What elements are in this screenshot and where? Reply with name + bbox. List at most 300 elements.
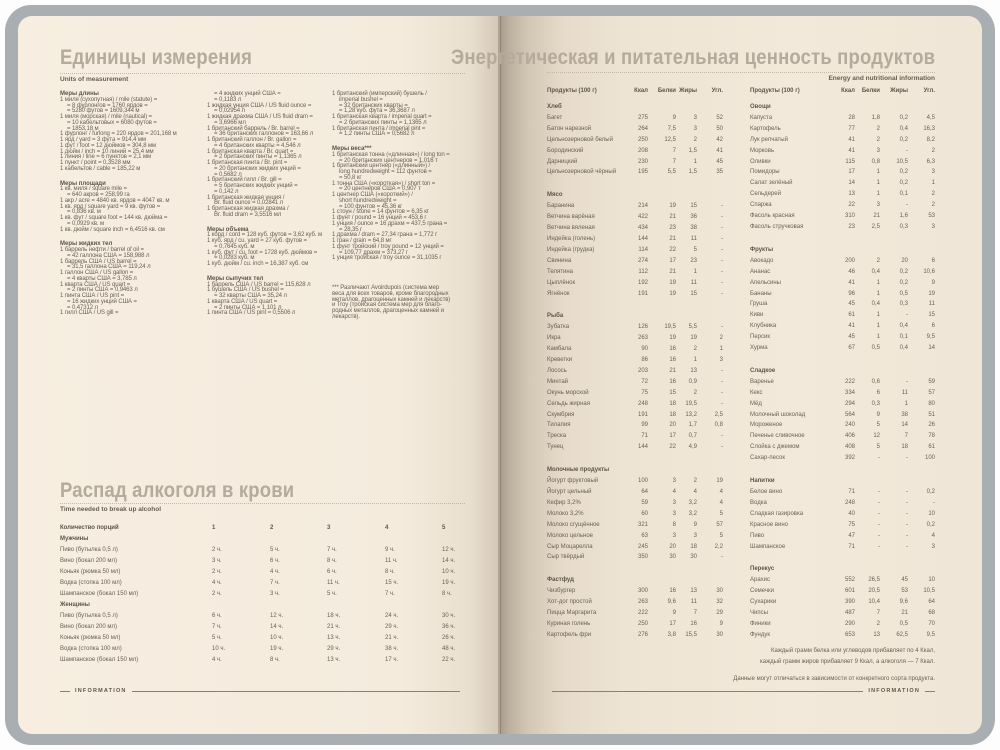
food-label: Чизбургер — [547, 588, 576, 595]
fat-value: - — [906, 312, 908, 319]
fat-value: 1,5 — [688, 147, 697, 154]
food-label: Финики — [750, 620, 771, 627]
nutrition-table-row — [750, 343, 935, 354]
food-label: Варенье — [750, 378, 774, 385]
nutrition-table-row — [547, 157, 723, 168]
protein-value: 16 — [669, 346, 676, 353]
protein-value: 16 — [669, 588, 676, 595]
nutrition-table-row — [547, 124, 723, 135]
units-entry-line: Br. fluid ounce = 0,02841 л — [214, 200, 284, 207]
carbs-value: 10 — [928, 577, 935, 584]
units-entry-line: long hundredweight = 112 фунтов = — [339, 169, 432, 175]
fat-value: 13,2 — [685, 411, 697, 418]
units-entry-line: 1 британская жидкая драхма / — [207, 206, 289, 212]
carbs-value: 2 — [931, 191, 935, 198]
fat-value: 0,4 — [899, 125, 908, 132]
fat-value: 15 — [690, 203, 697, 210]
protein-value: 1 — [876, 334, 880, 341]
carbs-value: 11 — [928, 301, 935, 308]
kcal-value: 208 — [637, 147, 648, 154]
food-label: Сельдь жирная — [547, 400, 590, 407]
hours-value: 17 ч. — [385, 657, 399, 663]
kcal-value: 22 — [848, 202, 855, 209]
nutrition-section-heading: Сладкое — [750, 367, 776, 374]
food-label: Сельдерей — [750, 191, 781, 198]
nutrition-section-heading: Напитки — [750, 478, 775, 485]
protein-value: 21 — [669, 235, 676, 242]
alcohol-col-portions: Количество порций — [60, 525, 119, 531]
carbs-value: 2,2 — [714, 543, 723, 550]
protein-value: 30 — [669, 554, 676, 561]
protein-value: 26,5 — [868, 577, 880, 584]
hours-value: 48 ч. — [442, 646, 456, 652]
protein-value: 9 — [672, 114, 676, 121]
units-entry-line: = 0,02954 л — [214, 108, 245, 115]
kcal-value: 41 — [848, 136, 855, 143]
food-label: Слойка с джемом — [750, 444, 800, 451]
hours-value: 11 ч. — [385, 558, 398, 564]
kcal-value: 40 — [848, 510, 855, 517]
kcal-value: 564 — [844, 411, 855, 418]
nutrition-table-row — [750, 619, 935, 630]
hours-value: 10 ч. — [212, 646, 226, 652]
nutrition-table-row — [547, 256, 723, 267]
carbs-value: 26 — [928, 422, 935, 429]
col-products: Продукты (100 г) — [750, 88, 800, 94]
food-label: Сухарики — [750, 599, 777, 606]
food-label: Белое вино — [750, 489, 783, 495]
hours-value: 3 ч. — [270, 591, 280, 597]
nutrition-table-row — [547, 476, 723, 487]
carbs-value: 32 — [716, 599, 723, 606]
hours-value: 6 ч. — [270, 558, 280, 564]
fat-value: 13 — [690, 367, 697, 374]
food-label: Индейка (грудка) — [547, 246, 595, 253]
hours-value: 8 ч. — [385, 569, 395, 575]
fat-value: 2 — [693, 136, 697, 143]
units-entry-line: 1 стоун / stone = 14 фунтов = 6,35 кг — [332, 209, 429, 216]
hours-value: 6 ч. — [212, 613, 222, 619]
alcohol-title: Распад алкоголя в крови — [60, 479, 295, 502]
hours-value: 2 ч. — [212, 591, 222, 597]
fat-value: 15,5 — [685, 631, 697, 638]
fat-value: 30 — [690, 554, 697, 561]
carbs-value: - — [721, 389, 723, 396]
kcal-value: 195 — [637, 169, 648, 176]
carbs-value: 10,5 — [923, 588, 935, 595]
kcal-value: 350 — [637, 554, 648, 561]
carbs-value: 1 — [931, 180, 935, 187]
fat-value: 14 — [901, 422, 908, 429]
protein-value: 21 — [669, 367, 676, 374]
fat-value: 19,5 — [685, 400, 697, 407]
units-entry-line: 1 тонна США («короткая») / short ton = — [332, 180, 436, 187]
carbs-value: 3 — [931, 543, 935, 550]
protein-value: 2 — [876, 257, 880, 264]
nutrition-table-row — [547, 388, 723, 399]
units-entry-line: = 20 британских жидких унций = — [214, 165, 301, 172]
units-entry-line: 1 кварта США / US quart = — [207, 298, 278, 305]
food-label: Салат зелёный — [750, 180, 793, 187]
nutrition-table-row — [750, 167, 935, 178]
protein-value: - — [878, 532, 880, 539]
fat-value: 3,2 — [688, 510, 697, 517]
protein-value: 7 — [672, 147, 676, 154]
protein-value: 2 — [876, 125, 880, 132]
nutrition-table-row — [750, 135, 935, 146]
carbs-value: - — [721, 279, 723, 286]
nutrition-table-row — [547, 223, 723, 234]
protein-value: 22 — [669, 246, 676, 253]
units-entry-line: 1 баррель США / US barrel = 115,628 л — [207, 281, 311, 288]
carbs-value: 80 — [928, 400, 935, 407]
protein-value: 3 — [876, 147, 880, 154]
nutrition-section — [750, 245, 935, 354]
kcal-value: 126 — [637, 324, 648, 331]
hours-value: 7 ч. — [212, 624, 222, 630]
nutrition-table-row — [547, 201, 723, 212]
units-entry-line: = 1853,18 м — [67, 125, 99, 132]
nutrition-table-row — [750, 630, 935, 641]
units-entry-line: 1 кв. фут / square foot = 144 кв. дюйма = — [60, 215, 168, 221]
protein-value: 2 — [876, 136, 880, 143]
nutrition-table-row — [547, 278, 723, 289]
kcal-value: 59 — [641, 499, 648, 506]
nutrition-table-row — [547, 366, 723, 377]
nutrition-table-row — [547, 344, 723, 355]
units-entry-line: 1 фунт тройский / troy pound = 12 унций = — [332, 243, 444, 250]
units-entry-line: = 2 британских пинты = 1,1365 л — [339, 119, 427, 126]
carbs-value: 30 — [716, 631, 723, 638]
carbs-value: 45 — [716, 158, 723, 165]
hours-value: 29 ч. — [385, 624, 399, 630]
food-label: Баранина — [547, 203, 575, 210]
food-label: Молочный шоколад — [750, 411, 806, 418]
carbs-value: 5 — [719, 532, 723, 539]
nutrition-section-heading: Рыба — [547, 313, 564, 320]
units-entry-line: 1 жидкая драхма США / US fluid dram = — [207, 114, 313, 120]
kcal-value: 61 — [848, 312, 855, 319]
nutrition-table-row — [750, 157, 935, 168]
protein-value: 0,4 — [871, 301, 880, 308]
food-label: Ветчина варёная — [547, 214, 595, 221]
carbs-value: 3 — [931, 223, 935, 230]
alcohol-table — [60, 523, 465, 666]
kcal-value: 41 — [848, 147, 855, 154]
kcal-value: 275 — [637, 114, 648, 121]
hours-value: 9 ч. — [385, 547, 395, 553]
fat-value: 45 — [901, 577, 908, 584]
carbs-value: 2 — [931, 147, 935, 154]
units-entry-line: 1 унция / ounce = 16 драхм = 437,5 грана = — [332, 220, 448, 227]
units-entry-line: 1 центнер США («короткий») / — [332, 192, 413, 198]
protein-value: 17 — [669, 433, 676, 440]
hours-value: 4 ч. — [212, 580, 222, 586]
protein-value: 19 — [669, 203, 676, 210]
kcal-value: 191 — [637, 290, 648, 297]
units-entry-line: 1 британский галлон / Br. gallon = — [207, 137, 297, 143]
fat-value: 9,6 — [899, 599, 908, 606]
fat-value: 0,1 — [899, 191, 908, 198]
drink-label: Коньяк (рюмка 50 мл) — [60, 569, 121, 575]
carbs-value: 9,5 — [926, 334, 935, 341]
carbs-value: 42 — [716, 136, 723, 143]
col-protein: Белки — [861, 88, 880, 94]
nutrition-table-row — [750, 124, 935, 135]
kcal-value: 14 — [848, 180, 855, 187]
fat-value: 2 — [693, 478, 697, 485]
units-entry-line: 1 гран / grain = 64,8 мг — [332, 238, 392, 244]
nutrition-section — [547, 102, 723, 178]
fat-value: 1,5 — [688, 169, 697, 176]
carbs-value: 78 — [928, 433, 935, 440]
hours-value: 5 ч. — [327, 591, 337, 597]
kcal-value: 71 — [848, 489, 855, 495]
footer-tick — [60, 691, 70, 692]
carbs-value: - — [721, 225, 723, 232]
nutrition-table-row — [750, 222, 935, 233]
units-entry-line: 1 британский центнер («длинный») / — [332, 163, 431, 170]
units-entry-line: = 0,836 кв. м — [67, 209, 101, 216]
hours-value: 8 ч. — [270, 657, 280, 663]
hours-value: 38 ч. — [385, 646, 399, 652]
carbs-value: 50 — [716, 125, 723, 132]
fat-value: 4,9 — [688, 444, 697, 451]
protein-value: 16 — [669, 357, 676, 364]
food-label: Тилапия — [547, 422, 571, 429]
units-entry-line: 1 ярд / yard = 3 фута = 914,4 мм — [60, 137, 146, 143]
units-entry-line: = 5 британских жидких унций = — [214, 183, 298, 189]
units-entry-line: = 0,0283 куб. м — [214, 255, 255, 262]
nutrition-right-header — [750, 86, 935, 97]
fat-value: 0,5 — [899, 290, 908, 297]
kcal-value: 71 — [848, 543, 855, 550]
units-entry-line: 1 гилл США / US gill = — [60, 310, 119, 317]
units-entry-line: = 1,28 куб. фута = 36,3687 л — [339, 108, 415, 115]
carbs-value: 35 — [716, 169, 723, 176]
kcal-value: 274 — [637, 257, 648, 264]
kcal-value: 112 — [638, 268, 648, 275]
hours-value: 12 ч. — [442, 547, 456, 553]
fat-value: 16 — [690, 620, 697, 627]
protein-value: 20 — [669, 422, 676, 429]
nutrition-table-row — [547, 630, 723, 641]
nutrition-table-row — [750, 453, 935, 464]
hours-value: 36 ч. — [442, 624, 456, 630]
nutrition-section — [547, 465, 723, 563]
kcal-value: 300 — [637, 588, 648, 595]
nutrition-table-row — [750, 586, 935, 597]
nutrition-table-row — [547, 333, 723, 344]
hours-value: 10 ч. — [270, 635, 284, 641]
food-label: Помидоры — [750, 169, 780, 176]
kcal-value: 653 — [844, 631, 855, 638]
carbs-value: 51 — [928, 411, 935, 418]
carbs-value: 2,5 — [714, 411, 723, 418]
food-label: Зубатка — [547, 324, 570, 331]
food-label: Йогурт цельный — [547, 489, 592, 495]
protein-value: 9,6 — [667, 599, 676, 606]
drink-label: Коньяк (рюмка 50 мл) — [60, 635, 121, 641]
alcohol-col-4: 4 — [385, 525, 389, 531]
kcal-value: 45 — [848, 301, 855, 308]
protein-value: 6 — [876, 389, 880, 396]
units-footnote — [332, 286, 465, 321]
nutrition-table-row — [750, 310, 935, 321]
nutrition-table-row — [547, 410, 723, 421]
drink-label: Вино (бокал 200 мл) — [60, 624, 118, 630]
food-label: Скумбрия — [547, 411, 575, 418]
carbs-value: 64 — [928, 599, 935, 606]
units-entry-line: 1 британский гилл / Br. gill = — [207, 177, 282, 184]
protein-value: 5 — [876, 444, 880, 451]
nutrition-section — [750, 102, 935, 233]
units-entry-line: 1 пинта США / US pint = — [60, 293, 124, 299]
fat-value: 38 — [901, 411, 908, 418]
food-label: Фасоль красная — [750, 213, 795, 220]
nutrition-table-row — [750, 146, 935, 157]
kcal-value: 17 — [848, 169, 855, 176]
col-kcal: Ккал — [841, 88, 855, 94]
kcal-value: 248 — [844, 499, 855, 506]
carbs-value: 3 — [931, 169, 935, 176]
food-label: Спаржа — [750, 202, 772, 209]
fat-value: 0,7 — [688, 433, 697, 440]
carbs-value: - — [721, 235, 723, 242]
carbs-value: 5 — [719, 510, 723, 517]
kcal-value: 250 — [637, 620, 648, 627]
planner-cover-frame — [5, 5, 995, 745]
units-entry-line: 1 кабельтов / cable = 185,22 м — [60, 165, 141, 172]
units-entry-line: 1 куб. фут / cu. foot = 1728 куб. дюймов = — [207, 249, 318, 256]
kcal-value: 67 — [848, 345, 855, 352]
nutrition-note-kcal — [618, 646, 935, 667]
protein-value: 9 — [672, 610, 676, 617]
carbs-value: 2 — [931, 202, 935, 209]
units-entry-line: 1 кв. ярд / square yard = 9 кв. футов = — [60, 203, 161, 210]
fat-value: 3 — [693, 532, 697, 539]
protein-value: 18 — [669, 411, 676, 418]
units-section-heading: Меры площади — [60, 180, 106, 187]
hours-value: 8 ч. — [442, 591, 452, 597]
carbs-value: 4,5 — [926, 114, 935, 121]
units-entry-line: 1 британская жидкая унция / — [207, 194, 285, 201]
footnote-line: и Troy (тройская система мер для благо- — [332, 302, 442, 309]
food-label: Персик — [750, 334, 770, 341]
fat-value: 0,2 — [899, 180, 908, 187]
nutrition-table-row — [547, 322, 723, 333]
carbs-value: 41 — [716, 147, 723, 154]
kcal-value: 144 — [637, 235, 648, 242]
protein-value: 1 — [876, 169, 880, 176]
nutrition-left-header — [547, 86, 723, 97]
note-line-1: Каждый грамм белка или углеводов прибавляет по 4 Ккал, — [771, 648, 935, 654]
fat-value: 1,7 — [688, 422, 697, 429]
kcal-value: 601 — [844, 588, 855, 595]
nutrition-table-row — [750, 520, 935, 531]
kcal-value: 75 — [848, 521, 855, 528]
nutrition-table-row — [547, 431, 723, 442]
fat-value: - — [906, 147, 908, 154]
hours-value: 2 ч. — [212, 569, 222, 575]
food-label: Пиво — [750, 532, 765, 539]
kcal-value: 240 — [844, 422, 855, 429]
fat-value: 20 — [901, 257, 908, 264]
note-line-2: каждый грамм жиров прибавляет 9 Ккал, а алкоголя — 7 Ккал. — [760, 658, 935, 665]
carbs-value: 68 — [928, 610, 935, 617]
units-entry-line: 1 унция тройская / troy ounce = 31,1035 г — [332, 255, 442, 262]
nutrition-table-row — [547, 531, 723, 542]
kcal-value: 41 — [848, 279, 855, 286]
units-entry-line: = 31,5 галлона США = 119,24 л — [67, 264, 151, 271]
carbs-value: - — [721, 400, 723, 407]
nutrition-table-row — [750, 608, 935, 619]
protein-value: - — [878, 521, 880, 528]
protein-value: 5 — [876, 422, 880, 429]
food-label: Семечки — [750, 588, 775, 595]
units-section-heading: Меры длины — [60, 91, 99, 97]
food-label: Молоко 3,2% — [547, 510, 584, 517]
food-label: Камбала — [547, 346, 572, 353]
carbs-value: 29 — [716, 610, 723, 617]
nutrition-table-row — [750, 575, 935, 586]
carbs-value: 61 — [928, 444, 935, 451]
food-label: Треска — [547, 433, 567, 440]
protein-value: 1 — [876, 290, 880, 297]
food-label: Шампанское — [750, 543, 786, 550]
nutrition-table-row — [750, 498, 935, 509]
food-label: Бородинский — [547, 147, 584, 154]
alcohol-table-row — [60, 644, 465, 655]
kcal-value: 294 — [844, 400, 855, 407]
nutrition-table-row — [750, 178, 935, 189]
protein-value: 0,6 — [871, 378, 880, 385]
kcal-value: 75 — [641, 389, 648, 396]
units-entry-line: = 32 кварты США = 35,24 л — [214, 293, 287, 299]
protein-value: - — [878, 489, 880, 495]
carbs-value: 57 — [928, 389, 935, 396]
carbs-value: - — [721, 203, 723, 210]
protein-value: - — [878, 543, 880, 550]
kcal-value: 214 — [637, 203, 648, 210]
fat-value: - — [906, 532, 908, 539]
units-entry-line: = 16 жидких унций США = — [67, 298, 137, 305]
food-label: Ветчина вяленая — [547, 225, 595, 232]
protein-value: 19 — [669, 335, 676, 342]
hours-value: 10 ч. — [442, 569, 456, 575]
carbs-value: 9 — [719, 620, 723, 627]
protein-value: 3 — [672, 499, 676, 506]
units-entry-line: 1 линия / line = 6 пунктов = 2,1 мм — [60, 154, 152, 161]
nutrition-table-row — [547, 245, 723, 256]
protein-value: 19,5 — [664, 324, 676, 331]
kcal-value: 28 — [848, 114, 855, 121]
units-section-heading: Меры сыпучих тел — [207, 275, 264, 282]
food-label: Индейка (голень) — [547, 235, 596, 242]
nutrition-table-row — [750, 267, 935, 278]
alcohol-table-header — [60, 523, 465, 534]
kcal-value: 422 — [637, 214, 648, 221]
nutrition-title-rule — [547, 72, 935, 73]
protein-value: - — [878, 499, 880, 506]
protein-value: 23 — [669, 225, 676, 232]
units-entry-line: = 20 британских центнеров = 1,016 т — [339, 157, 438, 164]
food-label: Тунец — [547, 444, 564, 451]
alcohol-table-row — [60, 589, 465, 600]
protein-value: 0,3 — [871, 400, 880, 407]
kcal-value: 222 — [844, 378, 855, 385]
nutrition-table-row — [750, 211, 935, 222]
